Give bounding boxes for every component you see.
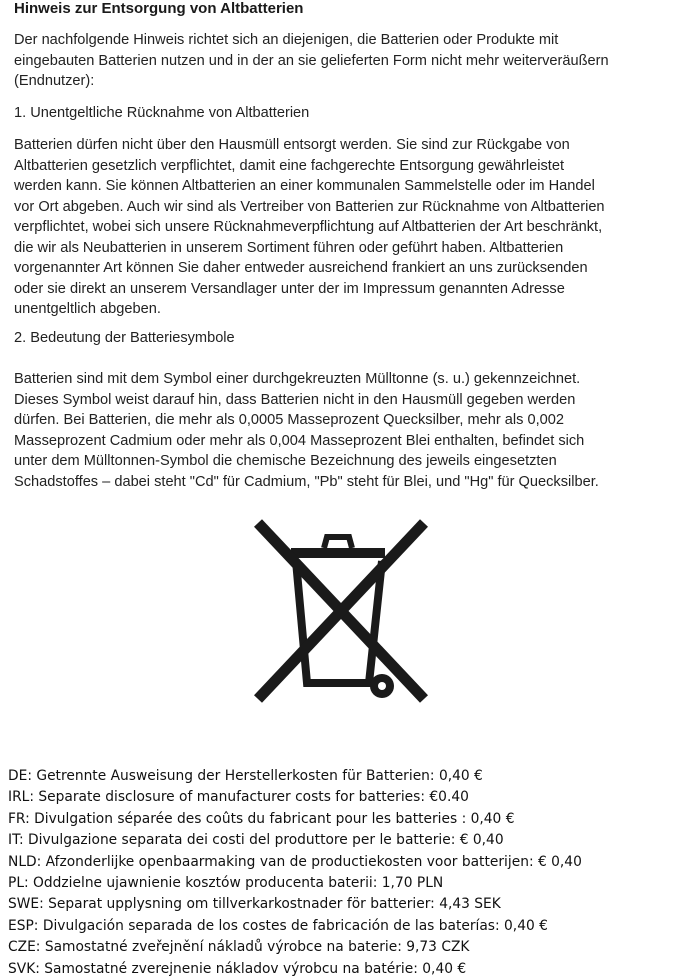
section2-line: Batterien sind mit dem Symbol einer durchgekreuzten Mülltonne (s. u.) gekennzeichnet. (14, 371, 581, 387)
section1-line: verpflichtet, wobei sich unsere Rücknahmeverpflichtung auf Altbatterien der Art beschränkt, (14, 219, 603, 235)
section2-line: unter dem Mülltonnen-Symbol die chemische Bezeichnung des jeweils eingesetzten (14, 453, 557, 469)
section1-paragraph (14, 135, 679, 320)
section2-line: dürfen. Bei Batterien, die mehr als 0,0005 Masseprozent Quecksilber, mehr als 0,002 (14, 412, 564, 428)
section1-line: vorgenannter Art können Sie daher entweder ausreichend frankiert an uns zurücksenden (14, 260, 588, 276)
section2-paragraph (14, 369, 679, 492)
cost-line-svk: SVK: Samostatné zverejnenie nákladov výrobcu na batérie: 0,40 € (8, 960, 467, 977)
section1-heading: 1. Unentgeltliche Rücknahme von Altbatterien (14, 105, 310, 121)
page-title: Hinweis zur Entsorgung von Altbatterien (14, 0, 304, 17)
crossed-out-wheelie-bin-icon (248, 515, 434, 711)
cost-line-cze: CZE: Samostatné zveřejnění nákladů výrobce na baterie: 9,73 CZK (8, 939, 470, 956)
section1-line: oder sie direkt an unserem Versandlager unter der im Impressum genannten Adresse (14, 280, 565, 297)
section2-line: Schadstoffes – dabei steht "Cd" für Cadmium, "Pb" steht für Blei, und "Hg" für Quecksilber. (14, 473, 599, 490)
section2-heading: 2. Bedeutung der Batteriesymbole (14, 330, 235, 346)
section1-line: werden kann. Sie können Altbatterien an einer kommunalen Sammelstelle oder im Handel (14, 178, 595, 194)
cost-line-pl: PL: Oddzielne ujawnienie kosztów producenta baterii: 1,70 PLN (8, 875, 444, 892)
section1-line: vor Ort abgeben. Auch wir sind als Vertreiber von Batterien zur Rücknahme von Altbatterien (14, 198, 605, 215)
intro-line: (Endnutzer): (14, 73, 95, 89)
intro-paragraph (14, 30, 679, 92)
section1-line: unentgeltlich abgeben. (14, 301, 161, 317)
cost-line-irl: IRL: Separate disclosure of manufacturer costs for batteries: €0.40 (8, 789, 469, 806)
section1-line: Altbatterien gesetzlich verpflichtet, damit eine fachgerechte Entsorgung gewährleistet (14, 157, 565, 174)
section2-line: Dieses Symbol weist darauf hin, dass Batterien nicht in den Hausmüll gegeben werden (14, 391, 576, 408)
intro-line: Der nachfolgende Hinweis richtet sich an diejenigen, die Batterien oder Produkte mit (14, 32, 559, 48)
section2-line: Masseprozent Cadmium oder mehr als 0,004 Masseprozent Blei enthalten, befindet sich (14, 432, 585, 449)
cost-line-nld: NLD: Afzonderlijke openbaarmaking van de productiekosten voor batterijen: € 0,40 (8, 853, 582, 870)
intro-line: eingebauten Batterien nutzen und in der an sie gelieferten Form nicht mehr weiterveräußern (14, 52, 609, 69)
section1-line: die wir als Neubatterien in unserem Sortiment führen oder geführt haben. Altbatterien (14, 239, 564, 256)
cost-line-esp: ESP: Divulgación separada de los costes de fabricación de las baterías: 0,40 € (8, 917, 548, 934)
section1-line: Batterien dürfen nicht über den Hausmüll entsorgt werden. Sie sind zur Rückgabe von (14, 137, 570, 153)
cost-line-de: DE: Getrennte Ausweisung der Herstellerkosten für Batterien: 0,40 € (8, 768, 483, 784)
cost-line-fr: FR: Divulgation séparée des coûts du fabricant pour les batteries : 0,40 € (8, 810, 515, 827)
manufacturer-cost-list (8, 766, 686, 980)
cost-line-it: IT: Divulgazione separata dei costi del produttore per le batterie: € 0,40 (8, 832, 504, 849)
cost-line-swe: SWE: Separat upplysning om tillverkarkostnader för batterier: 4,43 SEK (8, 896, 501, 913)
